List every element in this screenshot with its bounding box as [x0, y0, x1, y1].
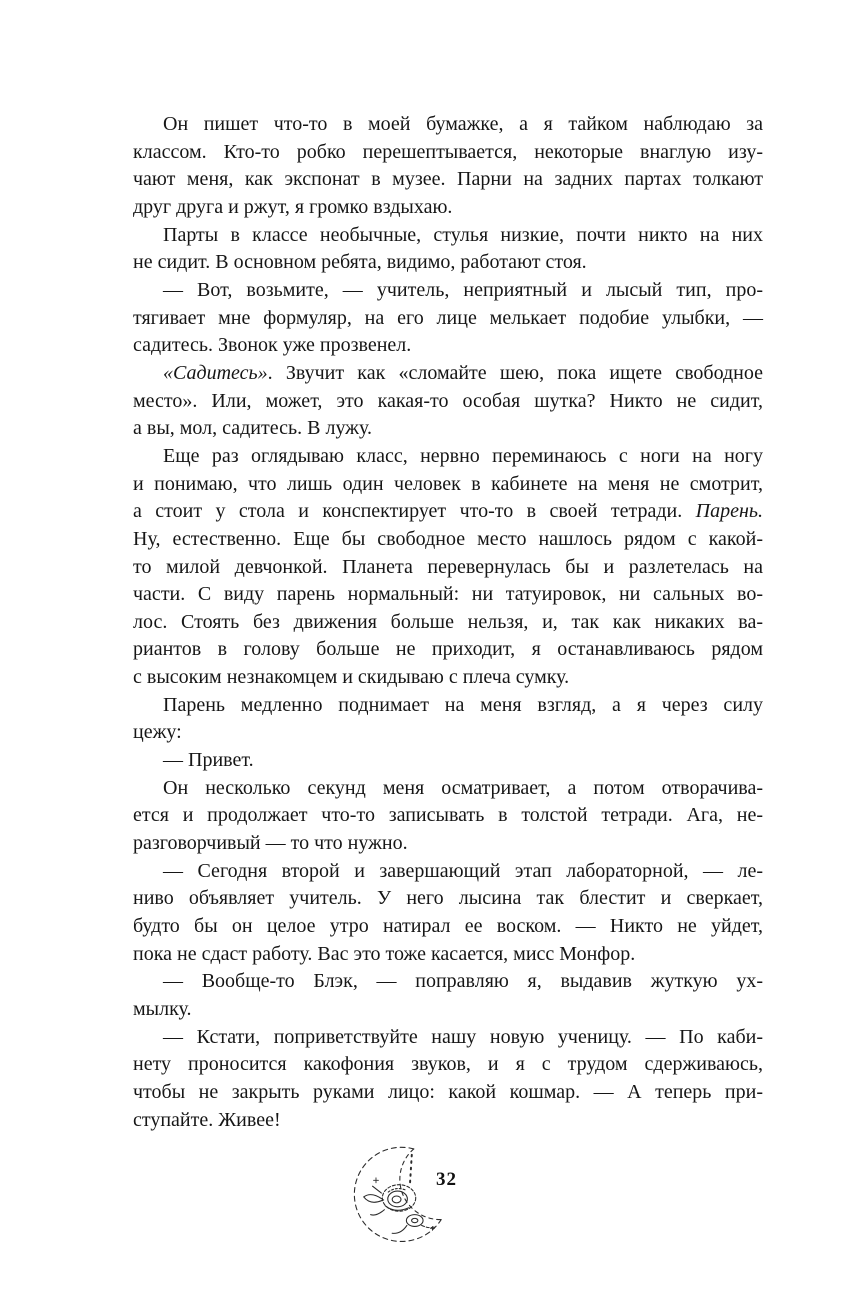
text-line: части. С виду парень нормальный: ни татуировок, ни сальных во- [133, 583, 763, 606]
text-line: разговорчивый — то что нужно. [133, 832, 408, 855]
text-line: друг друга и ржут, я громко вздыхаю. [133, 195, 453, 218]
text-line: ниво объявляет учитель. У него лысина так блестит и сверкает, [133, 887, 763, 910]
paragraph [133, 111, 763, 222]
text-line: риантов в голову больше не приходит, я останавливаюсь рядом [133, 638, 763, 661]
paragraph [133, 277, 763, 360]
text-line: «Садитесь». Звучит как «сломайте шею, пока ищете свободное [163, 361, 763, 384]
text-line: — Сегодня второй и завершающий этап лабораторной, — ле- [163, 859, 763, 882]
text-line: будто бы он целое утро натирал ее воском. — Никто не уйдет, [133, 915, 763, 938]
text-line: Ну, естественно. Еще бы свободное место нашлось рядом с какой- [133, 527, 763, 550]
text-line: — Привет. [163, 749, 254, 772]
paragraph [133, 692, 763, 747]
text-line: цежу: [133, 721, 182, 744]
text-line: Он несколько секунд меня осматривает, а потом отворачива- [163, 776, 763, 799]
text-line: Он пишет что-то в моей бумажке, а я тайком наблюдаю за [163, 113, 763, 135]
text-line: и понимаю, что лишь один человек в кабинете на меня не смотрит, [133, 472, 763, 495]
text-line: не сидит. В основном ребята, видимо, работают стоя. [133, 251, 587, 274]
text-line: мылку. [133, 998, 192, 1020]
text-line: Парты в классе необычные, стулья низкие, почти никто на них [163, 223, 763, 246]
text-line: ступайте. Живее! [133, 1108, 281, 1131]
text-line: чтобы не закрыть руками лицо: какой кошмар. — А теперь при- [133, 1080, 763, 1103]
paragraph [133, 858, 763, 969]
paragraph [133, 222, 763, 277]
page-footer [352, 1145, 502, 1255]
text-line: чают меня, как экспонат в музее. Парни на задних партах толкают [133, 168, 763, 191]
text-line: Парень медленно поднимает на меня взгляд, а я через силу [163, 693, 763, 716]
text-line: место». Или, может, это какая-то особая шутка? Никто не сидит, [133, 389, 763, 412]
text-line: садитесь. Звонок уже прозвенел. [133, 334, 412, 357]
paragraph [133, 968, 763, 1023]
paragraph [133, 775, 763, 858]
text-line: ется и продолжает что-то записывать в толстой тетради. Ага, не- [133, 804, 763, 827]
text-line: а стоит у стола и конспектирует что-то в своей тетради. Парень. [133, 500, 763, 523]
text-line: тягивает мне формуляр, на его лице мелькает подобие улыбки, — [133, 306, 763, 329]
text-line: нету проносится какофония звуков, и я с трудом сдерживаюсь, [133, 1053, 763, 1076]
paragraph [133, 747, 763, 775]
text-line: то милой девчонкой. Планета перевернулась бы и разлетелась на [133, 555, 763, 578]
text-line: — Кстати, поприветствуйте нашу новую ученицу. — По каби- [163, 1025, 763, 1048]
page-text [133, 111, 763, 1134]
text-line: Еще раз оглядываю класс, нервно переминаюсь с ноги на ногу [163, 444, 763, 467]
text-line: — Вообще-то Блэк, — поправляю я, выдавив жуткую ух- [163, 970, 763, 993]
paragraph [133, 1024, 763, 1135]
text-line: а вы, мол, садитесь. В лужу. [133, 417, 372, 440]
crescent-moon-rose-icon [352, 1145, 450, 1247]
text-line: с высоким незнакомцем и скидываю с плеча сумку. [133, 666, 570, 689]
text-line: лос. Стоять без движения больше нельзя, и, так как никаких ва- [133, 610, 763, 633]
paragraph [133, 360, 763, 443]
text-line: классом. Кто-то робко перешептывается, некоторые внаглую изу- [133, 140, 763, 163]
text-line: — Вот, возьмите, — учитель, неприятный и лысый тип, про- [163, 278, 763, 301]
page-number: 32 [436, 1169, 457, 1190]
text-line: пока не сдаст работу. Вас это тоже касается, мисс Монфор. [133, 942, 636, 965]
paragraph [133, 443, 763, 692]
